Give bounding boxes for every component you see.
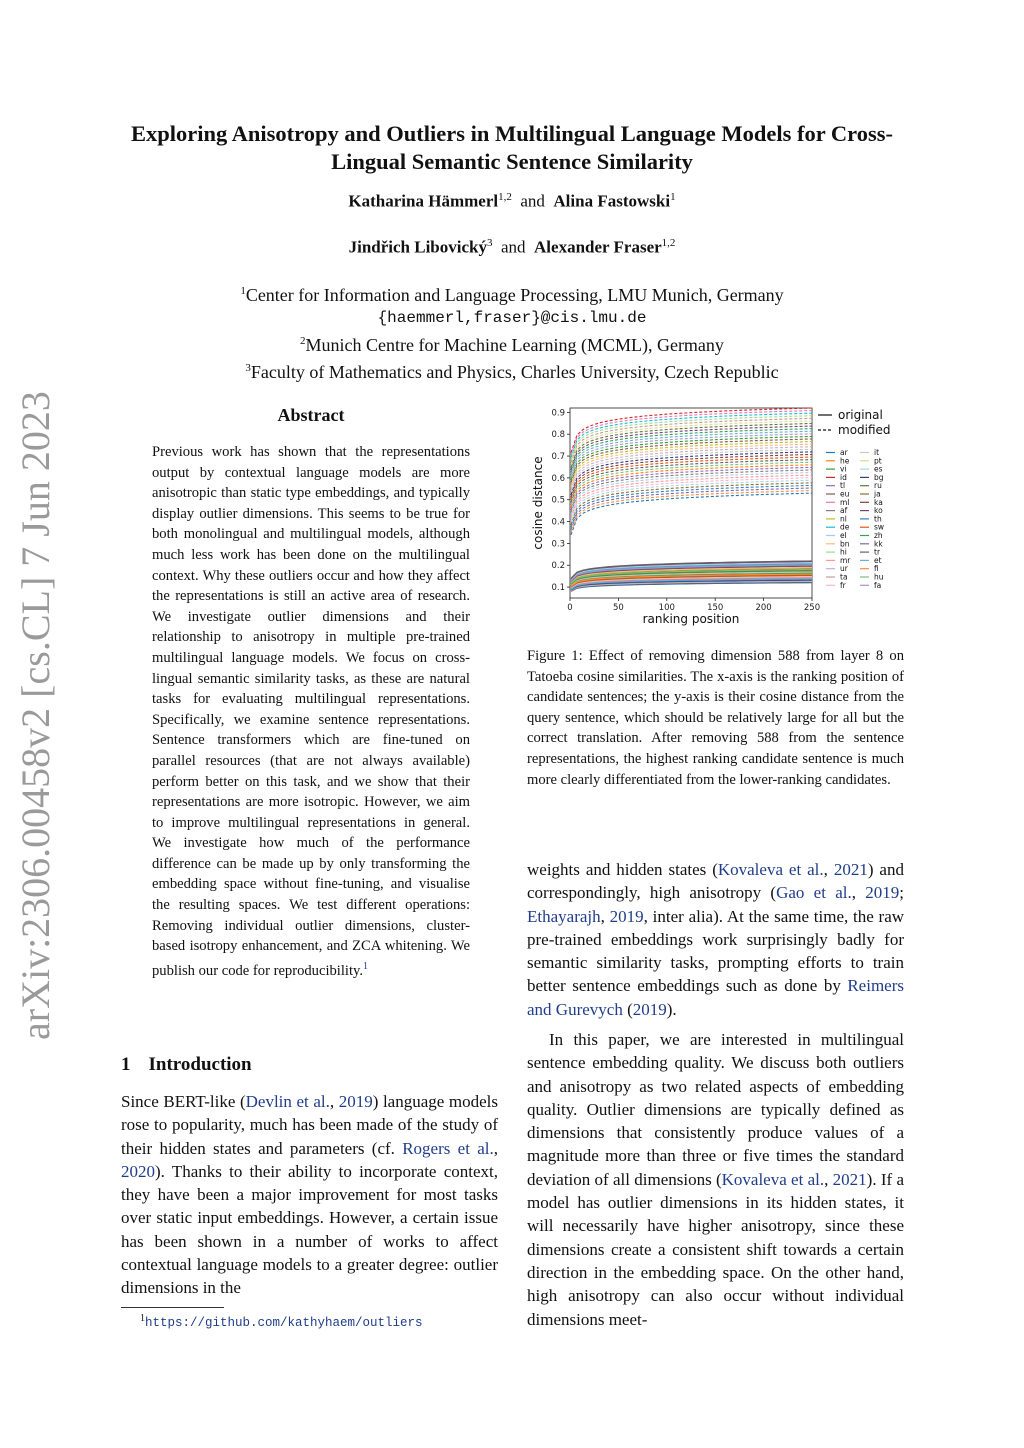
legend-label-sw: sw [874,522,885,532]
citation-link[interactable]: Rogers et al. [402,1138,494,1158]
legend-label-ru: ru [874,481,882,491]
x-axis-label: ranking position [642,612,740,626]
y-tick-label: 0.7 [551,452,565,463]
intro-paragraph-3 [527,1028,904,1331]
y-tick-label: 0.8 [551,430,565,441]
legend-label-pt: pt [874,456,882,466]
x-tick-label: 250 [803,603,821,613]
text-run: In this paper, we are interested in multilingual sentence embedding quality. We discuss both outliers and anisotropy as two related aspects of embedding quality. Outlier dimensions are typically defined as dimensions that consistently produce values of a magnitude more than three or five times the standard deviation of all dimensions ( [527,1030,904,1189]
arxiv-identifier: arXiv:2306.00458v2 [cs.CL] 7 Jun 2023 [13,391,58,1040]
citation-link[interactable]: Gao et al. [776,883,852,903]
figure-1-chart [528,402,908,634]
legend-label-ar: ar [840,448,848,457]
legend-label-fr: fr [840,580,846,590]
citation-link[interactable]: Kovaleva et al. [721,1169,825,1189]
text-run: ( [622,999,633,1019]
affiliation-3 [100,357,924,384]
text-run: ) language models rose to popularity, much has been made of the study of their hidden states and parameters (cf. [121,1092,499,1158]
citation-year[interactable]: 2020 [121,1161,155,1181]
legend-modified-label: modified [838,423,891,437]
y-tick-label: 0.5 [551,495,565,506]
text-run: , [600,906,610,926]
section-heading [121,1054,252,1076]
text-run: ). If a model has outlier dimensions in its hidden states, it will necessarily have higher anisotropy, since these dimensions create a consistent shift towards a certain direction in the embedding space. On the other hand, high anisotropy can also occur without individual dimensions meet- [527,1169,904,1329]
legend-label-hi: hi [840,547,847,557]
footnote [140,1313,423,1330]
citation-link[interactable]: Ethayarajh [527,906,601,926]
affiliations [100,280,924,384]
footnote-link[interactable]: https://github.com/kathyhaem/outliers [145,1316,423,1330]
text-run: , [329,1092,339,1111]
abstract-heading: Abstract [277,405,345,425]
footnote-marker[interactable]: 1 [363,960,369,972]
legend-label-es: es [874,464,883,474]
citation-year[interactable]: 2019 [609,906,644,926]
aff-sup: 3 [245,362,251,374]
footnote-rule [121,1307,224,1308]
legend-label-nl: nl [840,514,847,524]
legend-label-fi: fi [874,564,879,574]
legend-label-mr: mr [840,555,851,565]
text-run: ; [899,883,905,903]
author-libovicky: Jindřich Libovický [348,237,487,257]
abstract-text: Previous work has shown that the representations output by contextual language models are more anisotropic than static type embeddings, and typically display outlier dimensions. This seems to be true for both monolingual and multilingual models, although much less work has been done on the multilingual context. Why these outliers occur and how they affect the representations is still an active area of research. We investigate outlier dimensions and their relationship to anisotropy in multiple pre-trained multilingual language models. We focus on cross-lingual semantic similarity tasks, as these are natural tasks for evaluating multilingual representations. Specifically, we examine sentence representations. Sentence transformers which are fine-tuned on parallel resources (that are not always available) perform better on this task, and we show that their representations are more isotropic. However, we aim to improve multilingual representations in general. We investigate how much of the performance difference can be made up by only transforming the embedding space without fine-tuning, and visualise the resulting spaces. We test different operations: Removing individual outlier dimensions, cluster-based isotropy enhancement, and ZCA whitening. We publish our code for reproducibility. [152,444,470,979]
legend-label-fa: fa [874,580,882,590]
legend-label-ko: ko [874,506,883,516]
affiliation-1 [100,280,924,307]
legend-label-it: it [874,448,880,457]
x-tick-label: 200 [755,603,772,613]
citation-link[interactable]: Kovaleva et al. [717,860,824,879]
legend-label-eu: eu [840,489,850,499]
email[interactable]: {haemmerl,fraser}@cis.lmu.de [377,309,647,327]
author-line-1 [100,186,924,213]
aff-text: Munich Centre for Machine Learning (MCML), Germany [305,335,724,355]
citation-year[interactable]: 2019 [865,883,900,903]
text-run: , [824,1169,833,1189]
y-tick-label: 0.3 [551,539,565,550]
legend-label-de: de [840,522,850,532]
text-run: ). Thanks to their ability to incorporate context, they have been a major improvement for most tasks over static input embeddings. However, a certain issue has been shown in a number of works to affect contextual language models to a greater degree: outlier dimensions in the [121,1161,498,1298]
citation-year[interactable]: 2019 [632,999,667,1019]
legend-label-af: af [840,506,848,516]
legend-label-zh: zh [874,531,883,540]
author-sup: 1,2 [498,191,512,203]
legend-label-ta: ta [840,572,848,582]
legend-label-bg: bg [874,472,884,482]
x-tick-label: 0 [567,603,573,613]
y-axis-label: cosine distance [531,456,545,550]
legend-label-ja: ja [874,489,881,499]
citation-year[interactable]: 2021 [832,1169,867,1189]
legend-label-hu: hu [874,572,884,582]
text-run: , inter alia). At the same time, the raw pre-trained embeddings work surprisingly badly for semantic similarity tasks, prompting efforts to train better sentence embeddings such as done by [527,906,905,996]
legend-label-th: th [874,514,882,524]
legend-label-tr: tr [874,547,881,557]
author-sup: 1 [670,191,676,203]
y-tick-label: 0.9 [551,408,565,419]
footnote-number: 1 [140,1313,145,1324]
text-run: weights and hidden states ( [527,860,718,879]
legend-label-id: id [840,472,847,482]
intro-paragraph-2 [527,858,904,1021]
legend-label-tl: tl [840,481,846,491]
legend-original-label: original [838,408,883,422]
legend-label-el: el [840,531,847,540]
text-run: , [823,860,834,879]
citation-year[interactable]: 2021 [833,860,868,879]
legend-label-ml: ml [840,497,850,507]
author-sup: 3 [486,237,493,249]
citation-link[interactable]: Devlin et al. [245,1092,330,1111]
series-modified-fi [571,491,812,533]
y-tick-label: 0.4 [551,517,565,528]
intro-paragraph-1 [121,1090,498,1300]
author-and: and [520,191,545,211]
author-line-2 [100,232,924,259]
series-modified-ar [571,493,812,535]
legend-label-kk: kk [874,539,883,549]
text-run: , [851,883,866,903]
y-tick-label: 0.1 [551,583,565,594]
text-run: , [493,1138,498,1158]
aff-text: Faculty of Mathematics and Physics, Charles University, Czech Republic [250,362,779,382]
citation-year[interactable]: 2019 [338,1092,373,1111]
y-tick-label: 0.6 [551,473,565,484]
legend-label-bn: bn [840,539,850,549]
section-title: Introduction [148,1054,252,1075]
paper-title: Exploring Anisotropy and Outliers in Multilingual Language Models for Cross-Lingual Semantic Sentence Similarity [131,121,893,174]
text-run: ) and correspondingly, high anisotropy ( [527,860,904,903]
legend-label-vi: vi [840,464,847,474]
abstract-body [152,442,470,981]
aff-text: Center for Information and Language Processing, LMU Munich, Germany [245,285,784,305]
legend-label-et: et [874,555,882,565]
x-tick-label: 100 [658,603,675,613]
figure-caption: Figure 1: Effect of removing dimension 588 from layer 8 on Tatoeba cosine similarities. The x-axis is the ranking position of candidate sentences; the y-axis is their cosine distance from the query sentence, which should be relatively large for all but the correct translation. After removing 588 from the sentence representations, the highest ranking candidate sentence is much more clearly differentiated from the lower-ranking candidates. [527,648,904,788]
x-tick-label: 150 [707,603,724,613]
x-tick-label: 50 [612,603,624,613]
author-hammerl: Katharina Hämmerl [348,191,499,211]
author-fraser: Alexander Fraser [534,237,662,257]
section-number: 1 [121,1054,131,1075]
author-sup: 1,2 [661,237,676,249]
citation-link[interactable]: Reimers and Gurevych [527,976,904,1019]
legend-label-ka: ka [874,497,883,507]
text-run: ). [666,999,677,1019]
text-run: Since BERT-like ( [121,1092,246,1111]
aff-sup: 2 [300,335,306,347]
author-fastowski: Alina Fastowski [553,191,671,211]
y-tick-label: 0.2 [551,561,565,572]
affiliation-2 [100,330,924,357]
author-and: and [500,237,526,257]
legend-label-he: he [840,456,850,466]
aff-sup: 1 [240,285,246,297]
legend-label-ur: ur [840,564,848,574]
